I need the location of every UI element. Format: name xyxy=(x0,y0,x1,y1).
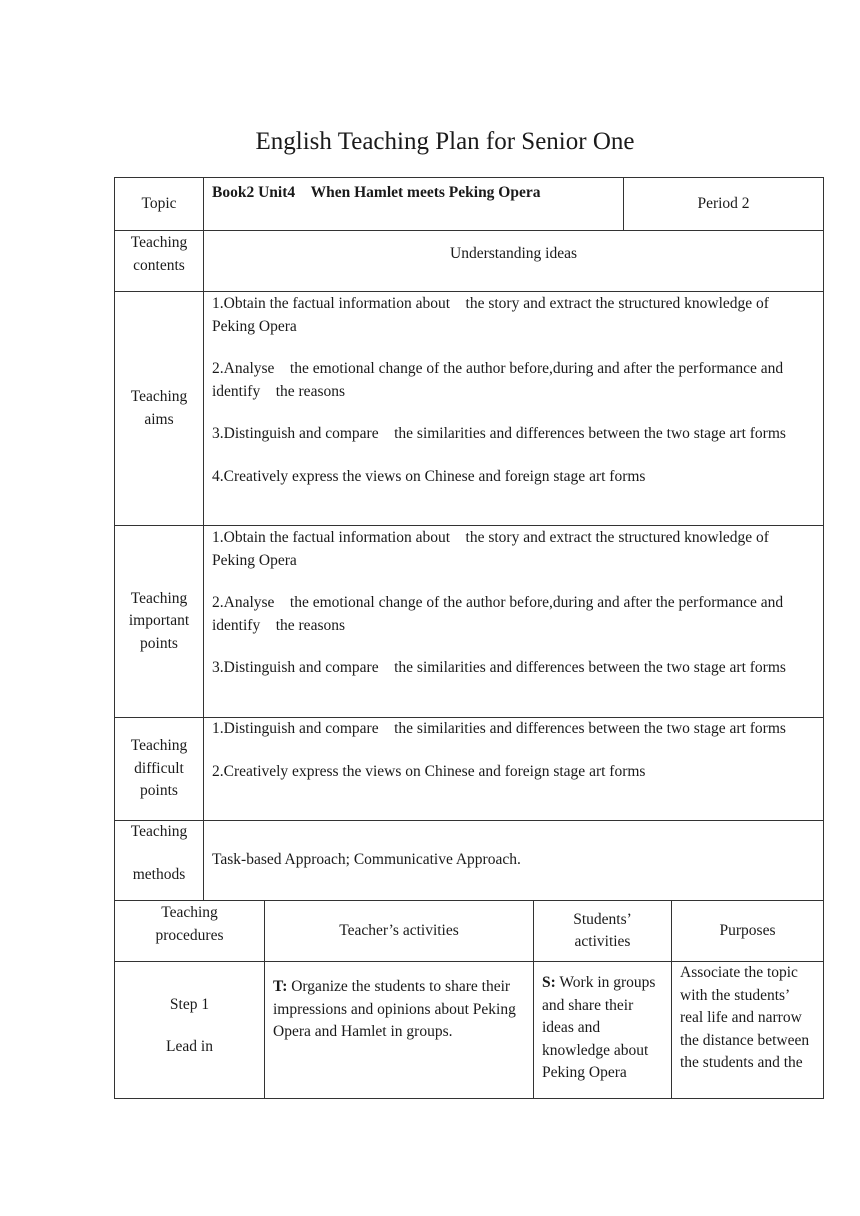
procedures-header-purposes: Purposes xyxy=(672,901,824,962)
difficult-label: Teaching difficult points xyxy=(115,718,204,821)
important-item: 1.Obtain the factual information about the story and extract the structured knowledge of Peking Opera xyxy=(212,529,785,569)
difficult-row xyxy=(115,718,824,821)
plan-table xyxy=(114,177,824,901)
difficult-item: 2.Creatively express the views on Chinese and foreign stage art forms xyxy=(212,762,646,780)
important-list xyxy=(204,526,824,718)
procedure-purposes: Associate the topic with the students’ real life and narrow the distance between the students and the xyxy=(672,962,824,1099)
procedures-header-teacher: Teacher’s activities xyxy=(265,901,534,962)
contents-value: Understanding ideas xyxy=(204,231,824,292)
aim-item: 1.Obtain the factual information about the story and extract the structured knowledge of Peking Opera xyxy=(212,295,785,335)
procedure-step: Step 1 Lead in xyxy=(115,962,265,1099)
important-row xyxy=(115,526,824,718)
aims-row xyxy=(115,292,824,526)
important-item: 2.Analyse the emotional change of the author before,during and after the performance and identify the reasons xyxy=(212,594,784,634)
procedure-teacher-activity: T: Organize the students to share their impressions and opinions about Peking Opera and Hamlet in groups. xyxy=(265,962,534,1099)
methods-row xyxy=(115,821,824,901)
students-prefix: S: xyxy=(542,974,556,991)
difficult-list xyxy=(204,718,824,821)
methods-label: Teaching methods xyxy=(115,821,204,901)
aims-list xyxy=(204,292,824,526)
topic-row xyxy=(115,178,824,231)
contents-row xyxy=(115,231,824,292)
difficult-item: 1.Distinguish and compare the similarities and differences between the two stage art forms xyxy=(212,720,786,737)
topic-value: Book2 Unit4 When Hamlet meets Peking Opera xyxy=(204,178,624,231)
contents-label: Teaching contents xyxy=(115,231,204,292)
procedures-table xyxy=(114,900,824,1099)
aim-item: 4.Creatively express the views on Chinese and foreign stage art forms xyxy=(212,467,646,485)
procedures-header-students: Students’ activities xyxy=(534,901,672,962)
methods-value: Task-based Approach; Communicative Approach. xyxy=(204,821,824,901)
procedures-header-step: Teaching procedures xyxy=(115,901,265,962)
important-item: 3.Distinguish and compare the similarities and differences between the two stage art forms xyxy=(212,659,786,676)
teacher-prefix: T: xyxy=(273,978,288,995)
procedure-row-step1 xyxy=(115,962,824,1099)
aim-item: 2.Analyse the emotional change of the author before,during and after the performance and identify the reasons xyxy=(212,360,784,400)
procedure-students-activity: S: Work in groups and share their ideas and knowledge about Peking Opera xyxy=(534,962,672,1099)
aims-label: Teaching aims xyxy=(115,292,204,526)
aim-item: 3.Distinguish and compare the similarities and differences between the two stage art forms xyxy=(212,425,786,442)
period-value: Period 2 xyxy=(624,178,824,231)
page-title: English Teaching Plan for Senior One xyxy=(255,128,635,155)
procedures-header-row xyxy=(115,901,824,962)
topic-label: Topic xyxy=(115,178,204,231)
important-label: Teaching important points xyxy=(115,526,204,718)
